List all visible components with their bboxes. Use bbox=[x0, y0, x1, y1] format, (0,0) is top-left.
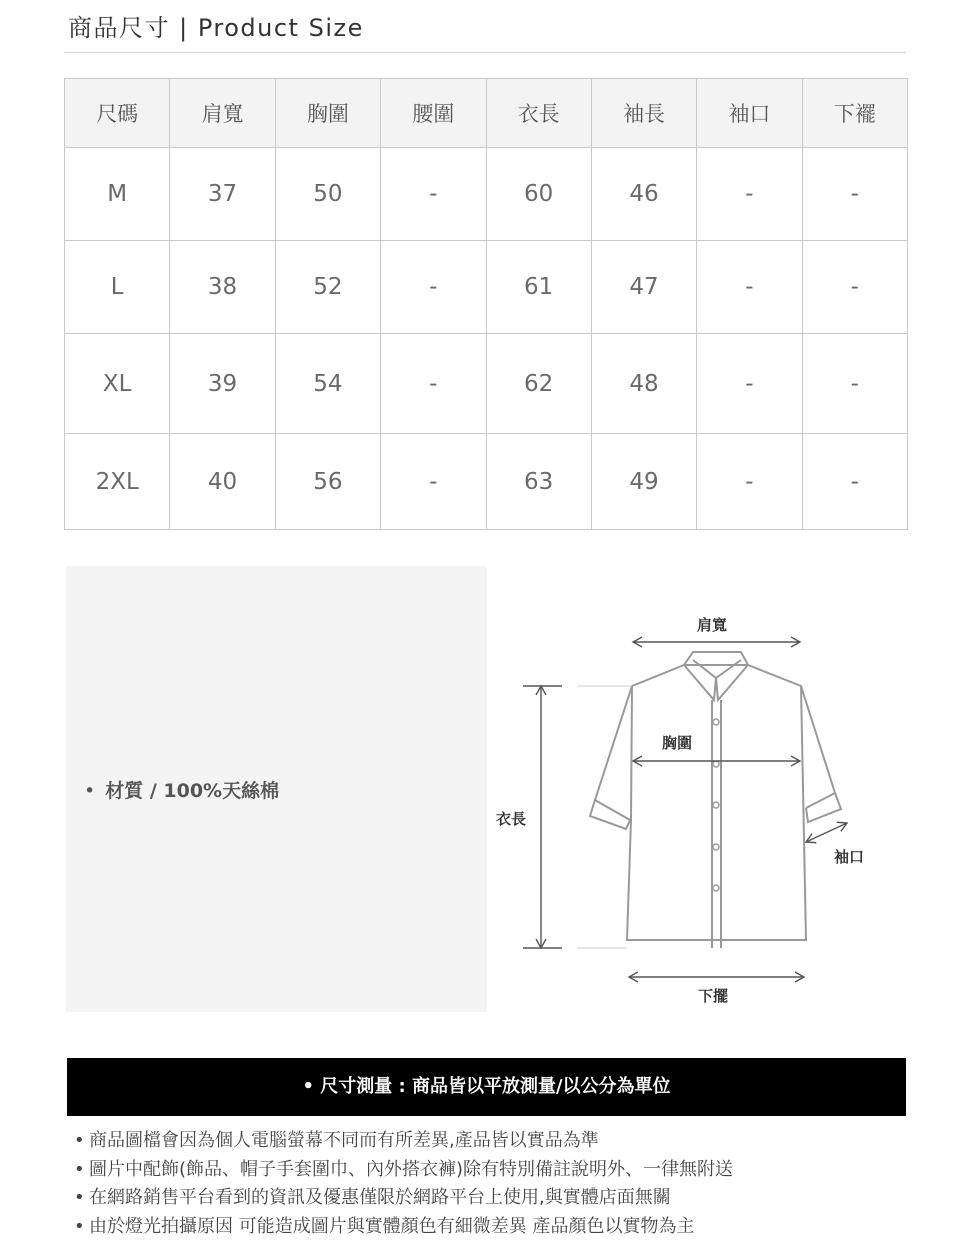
table-cell: 47 bbox=[591, 241, 696, 334]
list-bullet: • bbox=[74, 1215, 85, 1237]
table-cell: 50 bbox=[275, 148, 380, 241]
size-table bbox=[64, 78, 908, 530]
table-cell: L bbox=[65, 241, 170, 334]
note-text: 由於燈光拍攝原因 可能造成圖片與實體顏色有細微差異 產品顏色以實物為主 bbox=[89, 1215, 695, 1237]
length-label: 衣長 bbox=[496, 810, 527, 828]
material-info bbox=[84, 776, 279, 803]
table-cell: - bbox=[697, 148, 802, 241]
list-item bbox=[74, 1156, 733, 1185]
list-bullet: • bbox=[74, 1187, 85, 1208]
table-cell: 52 bbox=[275, 241, 380, 334]
table-row bbox=[65, 434, 908, 530]
table-cell: 63 bbox=[486, 434, 591, 530]
column-header-length: 衣長 bbox=[486, 79, 591, 148]
material-text: 材質 / 100%天絲棉 bbox=[105, 780, 280, 802]
table-cell: 61 bbox=[486, 241, 591, 334]
list-bullet: • bbox=[74, 1130, 85, 1151]
title-divider bbox=[64, 52, 906, 53]
table-cell: - bbox=[802, 334, 907, 434]
page-title: 商品尺寸 | Product Size bbox=[68, 14, 364, 42]
table-cell: 40 bbox=[170, 434, 275, 530]
table-cell: M bbox=[65, 148, 170, 241]
table-row bbox=[65, 334, 908, 434]
hem-label: 下擺 bbox=[698, 987, 729, 1005]
list-item bbox=[74, 1184, 733, 1213]
column-header-cuff: 袖口 bbox=[697, 79, 802, 148]
table-cell: 39 bbox=[170, 334, 275, 434]
table-cell: 54 bbox=[275, 334, 380, 434]
table-cell: 46 bbox=[591, 148, 696, 241]
column-header-waist: 腰圍 bbox=[381, 79, 486, 148]
table-cell: XL bbox=[65, 334, 170, 434]
measurement-notice-banner: • 尺寸測量 : 商品皆以平放測量/以公分為單位 bbox=[67, 1058, 906, 1116]
shirt-illustration bbox=[490, 600, 870, 1020]
chest-label: 胸圍 bbox=[662, 734, 693, 752]
note-text: 圖片中配飾(飾品、帽子手套圍巾、內外搭衣褲)除有特別備註說明外、一律無附送 bbox=[89, 1158, 734, 1180]
table-cell: - bbox=[802, 434, 907, 530]
table-cell: - bbox=[697, 434, 802, 530]
table-cell: - bbox=[802, 148, 907, 241]
table-row bbox=[65, 241, 908, 334]
column-header-hem: 下襬 bbox=[802, 79, 907, 148]
table-cell: 37 bbox=[170, 148, 275, 241]
table-cell: - bbox=[381, 148, 486, 241]
column-header-size: 尺碼 bbox=[65, 79, 170, 148]
notes-list bbox=[74, 1127, 733, 1241]
note-text: 在網路銷售平台看到的資訊及優惠僅限於網路平台上使用,與實體店面無關 bbox=[89, 1187, 671, 1208]
column-header-chest: 胸圍 bbox=[275, 79, 380, 148]
table-cell: - bbox=[697, 241, 802, 334]
table-cell: - bbox=[802, 241, 907, 334]
table-cell: 60 bbox=[486, 148, 591, 241]
column-header-sleeve-length: 袖長 bbox=[591, 79, 696, 148]
table-cell: 62 bbox=[486, 334, 591, 434]
table-cell: - bbox=[381, 241, 486, 334]
table-cell: - bbox=[381, 434, 486, 530]
list-item bbox=[74, 1127, 733, 1156]
shirt-measurement-diagram bbox=[490, 600, 870, 1024]
cuff-label: 袖口 bbox=[834, 848, 865, 866]
shoulder-width-label: 肩寬 bbox=[697, 616, 728, 634]
material-bullet: • bbox=[84, 780, 96, 802]
table-cell: 48 bbox=[591, 334, 696, 434]
size-table-header-row bbox=[65, 79, 908, 148]
note-text: 商品圖檔會因為個人電腦螢幕不同而有所差異,產品皆以實品為準 bbox=[89, 1130, 599, 1151]
table-cell: 38 bbox=[170, 241, 275, 334]
table-cell: 49 bbox=[591, 434, 696, 530]
table-cell: - bbox=[381, 334, 486, 434]
column-header-shoulder: 肩寬 bbox=[170, 79, 275, 148]
table-cell: - bbox=[697, 334, 802, 434]
table-row bbox=[65, 148, 908, 241]
list-item bbox=[74, 1213, 733, 1242]
table-cell: 2XL bbox=[65, 434, 170, 530]
list-bullet: • bbox=[74, 1158, 85, 1180]
table-cell: 56 bbox=[275, 434, 380, 530]
